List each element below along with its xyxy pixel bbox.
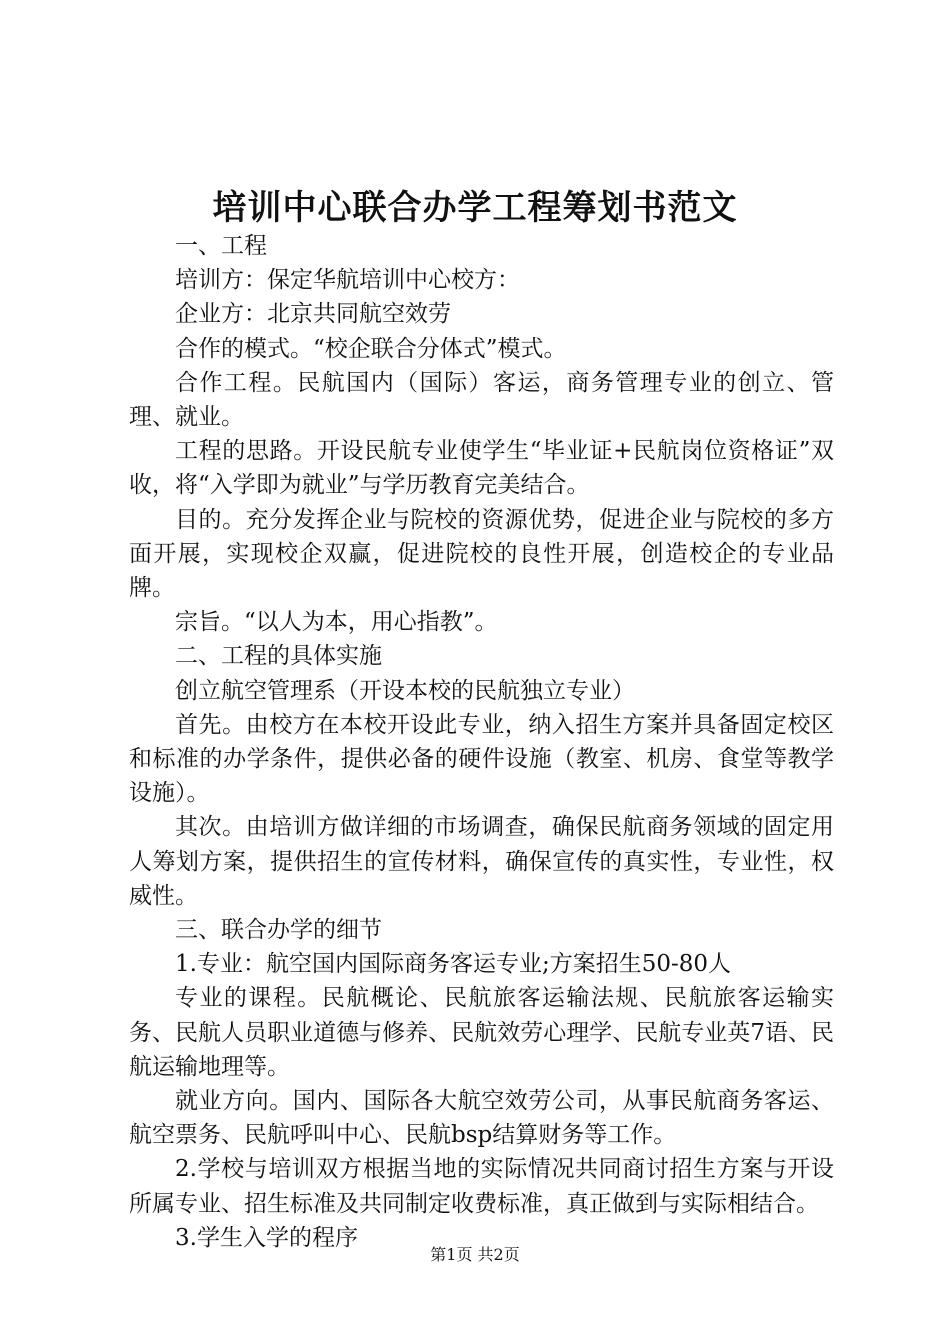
paragraph: 首先。由校方在本校开设此专业，纳入招生方案并具备固定校区和标准的办学条件，提供必备的硬件设施（教室、机房、食堂等教学设施）。 <box>129 711 834 807</box>
paragraph: 宗旨。“以人为本，用心指教”。 <box>175 609 498 636</box>
paragraph: 一、工程 <box>175 233 267 259</box>
paragraph: 2.学校与培训双方根据当地的实际情况共同商讨招生方案与开设所属专业、招生标准及共同制定收费标准，真正做到与实际相结合。 <box>129 1156 834 1217</box>
paragraph: 三、联合办学的细节 <box>175 917 382 944</box>
paragraph: 工程的思路。开设民航专业使学生“毕业证+民航岗位资格证”双收，将“入学即为就业”与学历教育完美结合。 <box>129 438 834 499</box>
document-body <box>129 229 834 1255</box>
page-number-footer: 第1页 共2页 <box>430 1245 520 1264</box>
paragraph: 合作工程。民航国内（国际）客运，商务管理专业的创立、管理、就业。 <box>129 369 834 431</box>
paragraph: 合作的模式。“校企联合分体式”模式。 <box>175 335 567 362</box>
paragraph: 3.学生入学的程序 <box>175 1224 358 1251</box>
paragraph: 专业的课程。民航概论、民航旅客运输法规、民航旅客运输实务、民航人员职业道德与修养、民航效劳心理学、民航专业英7语、民航运输地理等。 <box>129 985 834 1080</box>
paragraph: 培训方：保定华航培训中心校方： <box>175 267 520 294</box>
paragraph: 创立航空管理系（开设本校的民航独立专业） <box>175 677 635 704</box>
paragraph: 1.专业：航空国内国际商务客运专业;方案招生50-80人 <box>175 951 731 978</box>
paragraph: 二、工程的具体实施 <box>175 643 382 670</box>
paragraph: 其次。由培训方做详细的市场调查，确保民航商务领域的固定用人筹划方案，提供招生的宣传材料，确保宣传的真实性，专业性，权威性。 <box>129 814 834 909</box>
document-title: 培训中心联合办学工程筹划书范文 <box>212 188 738 228</box>
paragraph: 就业方向。国内、国际各大航空效劳公司，从事民航商务客运、航空票务、民航呼叫中心、民航bsp结算财务等工作。 <box>129 1088 834 1149</box>
paragraph: 企业方：北京共同航空效劳 <box>175 301 451 328</box>
paragraph: 目的。充分发挥企业与院校的资源优势，促进企业与院校的多方面开展，实现校企双赢，促进院校的良性开展，创造校企的专业品牌。 <box>129 506 834 602</box>
